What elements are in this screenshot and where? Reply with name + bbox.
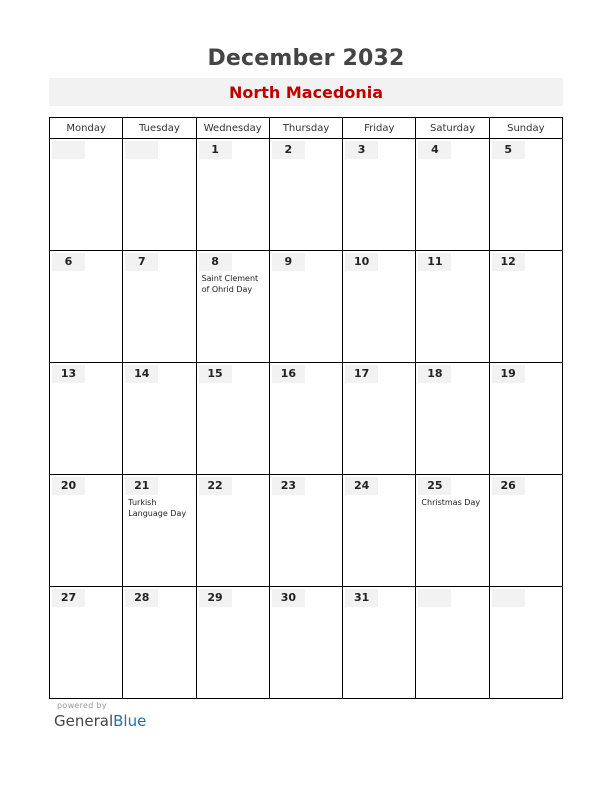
weekday-monday: Monday: [50, 118, 123, 139]
day-cell: [196, 139, 269, 251]
empty-day-marker: [418, 589, 451, 607]
week-row: [50, 475, 563, 587]
day-number: 18: [418, 365, 451, 383]
country-banner: [49, 78, 563, 106]
day-number: 8: [199, 253, 232, 271]
day-cell: [489, 587, 562, 699]
day-cell: [269, 363, 342, 475]
weekday-tuesday: Tuesday: [123, 118, 196, 139]
day-cell: [196, 475, 269, 587]
holiday-label: Saint Clement of Ohrid Day: [201, 274, 259, 294]
weekday-wednesday: Wednesday: [196, 118, 269, 139]
holiday-label: Christmas Day: [421, 498, 481, 507]
day-cell: [50, 363, 123, 475]
day-number: 24: [345, 477, 378, 495]
calendar-grid: [49, 117, 563, 699]
day-cell: [50, 587, 123, 699]
day-cell: [50, 251, 123, 363]
day-cell: [269, 251, 342, 363]
weekday-thursday: Thursday: [269, 118, 342, 139]
day-cell: [416, 251, 489, 363]
day-cell: [489, 363, 562, 475]
day-number: 31: [345, 589, 378, 607]
day-number: 4: [418, 141, 451, 159]
day-cell: [489, 251, 562, 363]
weekday-friday: Friday: [343, 118, 416, 139]
day-number: 15: [199, 365, 232, 383]
day-cell: [416, 475, 489, 587]
holiday-label: Turkish Language Day: [128, 498, 187, 518]
weekday-header-row: [50, 118, 563, 139]
day-cell: [489, 475, 562, 587]
day-number: 11: [418, 253, 451, 271]
day-number: 3: [345, 141, 378, 159]
country-name: North Macedonia: [228, 83, 384, 102]
day-cell: [196, 587, 269, 699]
day-number: 5: [492, 141, 525, 159]
day-cell: [50, 139, 123, 251]
day-cell: [489, 139, 562, 251]
powered-by-label: powered by: [57, 701, 107, 710]
day-number: 12: [492, 253, 525, 271]
day-cell: [123, 251, 196, 363]
empty-day-marker: [492, 589, 525, 607]
weekday-sunday: Sunday: [489, 118, 562, 139]
day-cell: [123, 363, 196, 475]
day-number: 10: [345, 253, 378, 271]
logo-general: General: [54, 712, 114, 730]
day-number: 19: [492, 365, 525, 383]
day-number: 23: [272, 477, 305, 495]
week-row: [50, 587, 563, 699]
day-number: 9: [272, 253, 305, 271]
day-number: 6: [52, 253, 85, 271]
day-cell: [50, 475, 123, 587]
day-number: 7: [125, 253, 158, 271]
day-cell: [343, 139, 416, 251]
generalblue-logo[interactable]: [54, 712, 146, 730]
empty-day-marker: [125, 141, 158, 159]
day-number: 22: [199, 477, 232, 495]
weekday-saturday: Saturday: [416, 118, 489, 139]
day-number: 27: [52, 589, 85, 607]
day-cell: [416, 363, 489, 475]
day-number: 16: [272, 365, 305, 383]
day-cell: [269, 587, 342, 699]
day-cell: [196, 251, 269, 363]
day-cell: [123, 587, 196, 699]
page-title: December 2032: [207, 46, 405, 71]
week-row: [50, 363, 563, 475]
week-row: [50, 139, 563, 251]
day-cell: [416, 587, 489, 699]
day-cell: [343, 475, 416, 587]
day-cell: [343, 587, 416, 699]
day-number: 26: [492, 477, 525, 495]
day-number: 17: [345, 365, 378, 383]
day-number: 2: [272, 141, 305, 159]
day-number: 30: [272, 589, 305, 607]
day-number: 1: [199, 141, 232, 159]
week-row: [50, 251, 563, 363]
day-number: 29: [199, 589, 232, 607]
day-number: 25: [418, 477, 451, 495]
day-cell: [123, 139, 196, 251]
day-number: 13: [52, 365, 85, 383]
day-cell: [343, 251, 416, 363]
logo-blue: Blue: [113, 712, 147, 730]
day-number: 14: [125, 365, 158, 383]
empty-day-marker: [52, 141, 85, 159]
day-cell: [269, 139, 342, 251]
day-number: 20: [52, 477, 85, 495]
day-number: 28: [125, 589, 158, 607]
day-cell: [416, 139, 489, 251]
day-cell: [269, 475, 342, 587]
day-number: 21: [125, 477, 158, 495]
day-cell: [343, 363, 416, 475]
day-cell: [123, 475, 196, 587]
day-cell: [196, 363, 269, 475]
